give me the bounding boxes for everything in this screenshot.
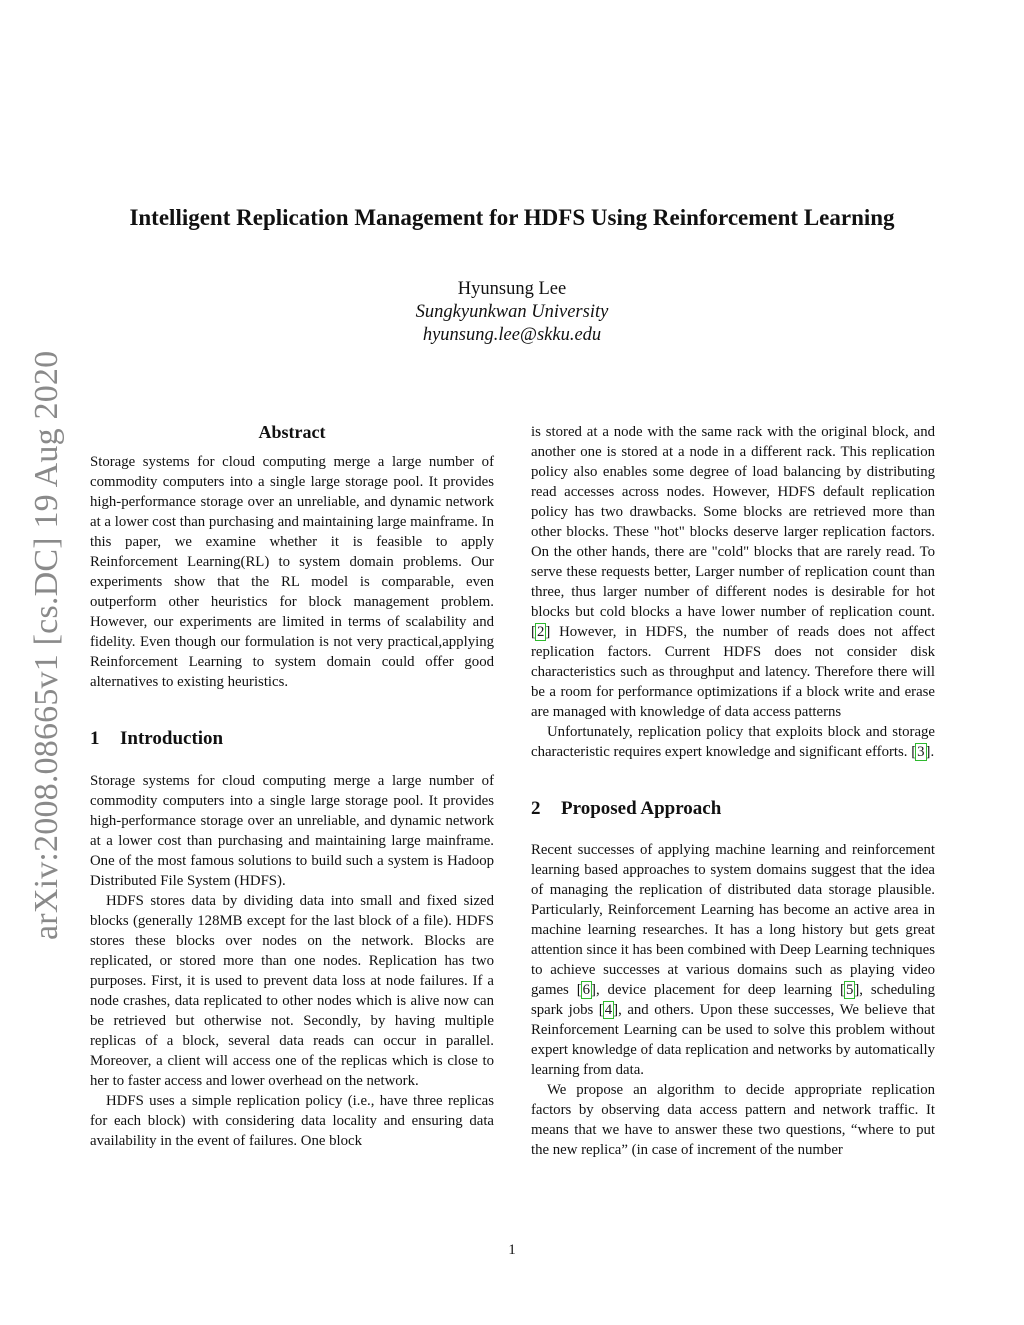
section-number: 2 xyxy=(531,798,541,819)
intro-paragraph-1: Storage systems for cloud computing merge a large number of commodity computers into a single large storage pool. It provides high-performance storage over an unreliable, and dynamic network at a lower cost than purchasing and maintaining large mainframe. One of the most famous solutions to build such a system is Hadoop Distributed File System (HDFS). xyxy=(90,773,494,889)
intro-paragraph-4: is stored at a node with the same rack with the original block, and another one is stored at a node in a different rack. This replication policy also enables some degree of load balancing by distributing read accesses across nodes. However, HDFS default replication policy has two drawbacks. Some blocks are retrieved more than other blocks. These "hot" blocks deserve larger replication factors. On the other hands, there are "cold" blocks that are rarely read. To serve these requests better, Larger number of replication count than three, thus larger number of different nodes is desirable for hot blocks but cold blocks a have lower number of replication count. [2] However, in HDFS, the number of reads does not affect replication factors. Current HDFS does not consider disk characteristics such as throughput and latency. Therefore there will be a room for performance optimizations if a block write and erase are managed with knowledge of data access patterns xyxy=(531,424,935,720)
citation-link-4[interactable]: 4 xyxy=(604,1002,613,1018)
intro-paragraph-3: HDFS uses a simple replication policy (i.e., have three replicas for each block) with considering data locality and ensuring data availability in the event of failures. One block xyxy=(90,1093,494,1149)
arxiv-identifier: arXiv:2008.08665v1 [cs.DC] 19 Aug 2020 xyxy=(28,350,65,940)
intro-p5-text-a: Unfortunately, replication policy that exploits block and storage characteristic requires expert knowledge and significant efforts. xyxy=(531,724,935,760)
section-title: Introduction xyxy=(120,728,224,749)
author-affiliation: Sungkyunkwan University xyxy=(415,302,609,322)
paper-title: Intelligent Replication Management for HDFS Using Reinforcement Learning xyxy=(129,205,895,230)
author-block xyxy=(0,278,1024,347)
right-column xyxy=(531,422,935,1160)
proposed-p1-text-a: Recent successes of applying machine learning and reinforcement learning based approaches to system domains suggest that the idea of managing the replication of distributed data storage plausible. Particularly, Reinforcement Learning has become an active area in machine learning researches. It has a long history but gets great attention since it has been combined with Deep Learning techniques to achieve successes at various domains such as playing video games xyxy=(531,842,935,998)
intro-paragraph-2: HDFS stores data by dividing data into small and fixed sized blocks (generally 128MB except for the last block of a file). HDFS stores these blocks over nodes on the network. Blocks are replicated, or stored more than one nodes. Replication has two purposes. First, it is used to prevent data loss at node failures. If a node crashes, data replicated to other nodes which is alive now can be retrieved but otherwise not. Secondly, by having multiple replicas of a block, several data reads can occur in parallel. Moreover, a client will access one of the replicas which is close to her to faster access and lower overhead on the network. xyxy=(90,893,494,1089)
citation-link-6[interactable]: 6 xyxy=(582,982,591,998)
proposed-paragraph-2: We propose an algorithm to decide appropriate replication factors by observing data access pattern and network traffic. It means that we have to answer these two questions, “where to put the new replica” (in case of increment of the number xyxy=(531,1082,935,1158)
section-number: 1 xyxy=(90,728,100,749)
author-email: hyunsung.lee@skku.edu xyxy=(422,325,602,345)
intro-paragraph-5: Unfortunately, replication policy that exploits block and storage characteristic requires expert knowledge and significant efforts. [3]. xyxy=(531,724,935,760)
section-title: Proposed Approach xyxy=(561,798,722,819)
citation-link-3[interactable]: 3 xyxy=(917,744,925,760)
left-column xyxy=(90,420,494,1151)
author-name: Hyunsung Lee xyxy=(457,279,567,299)
intro-p4-text-b: However, in HDFS, the number of reads does not affect replication factors. Current HDFS does not consider disk characteristics such as throughput and latency. Therefore there will be a room for performance optimizations if a block write and erase are managed with knowledge of data access patterns xyxy=(531,624,935,720)
introduction-heading xyxy=(90,727,494,751)
citation-link-2[interactable]: 2 xyxy=(536,624,545,640)
proposed-p1-text-d: , and others. Upon these successes, We believe that Reinforcement Learning can be used to solve this problem without expert knowledge of data replication and networks by automatically learning from data. xyxy=(531,1002,935,1078)
intro-p5-text-b: . xyxy=(930,744,935,760)
proposed-p1-text-c: , scheduling spark jobs xyxy=(531,982,935,1018)
intro-p4-text-a: is stored at a node with the same rack with the original block, and another one is stored at a node in a different rack. This replication policy also enables some degree of load balancing by distributing read accesses across nodes. However, HDFS default replication policy has two drawbacks. Some blocks are retrieved more than other blocks. These "hot" blocks deserve larger replication factors. On the other hands, there are "cold" blocks that are rarely read. To serve these requests better, Larger number of replication count than three, thus larger number of different nodes is desirable for hot blocks but cold blocks a have lower number of replication count. xyxy=(531,424,935,620)
proposed-approach-heading xyxy=(531,797,935,821)
proposed-paragraph-1: Recent successes of applying machine learning and reinforcement learning based approaches to system domains suggest that the idea of managing the replication of distributed data storage plausible. Particularly, Reinforcement Learning has become an active area in machine learning researches. It has a long history but gets great attention since it has been combined with Deep Learning techniques to achieve successes at various domains such as playing video games [6], device placement for deep learning [5], scheduling spark jobs [4], and others. Upon these successes, We believe that Reinforcement Learning can be used to solve this problem without expert knowledge of data replication and networks by automatically learning from data. xyxy=(531,842,935,1078)
proposed-p1-text-b: , device placement for deep learning xyxy=(595,982,841,998)
page-number: 1 xyxy=(508,1242,516,1258)
abstract-text: Storage systems for cloud computing merge a large number of commodity computers into a single large storage pool. It provides high-performance storage over an unreliable, and dynamic network at a lower cost than purchasing and maintaining large mainframe. In this paper, we examine whether it is feasible to apply Reinforcement Learning(RL) to system domain problems. Our experiments show that the RL model is comparable, even outperform other heuristics for block management problem. However, our experiments are limited in terms of scalability and fidelity. Even though our formulation is not very practical,applying Reinforcement Learning to system domain could offer good alternatives to existing heuristics. xyxy=(90,454,494,690)
abstract-heading: Abstract xyxy=(258,422,326,442)
citation-link-5[interactable]: 5 xyxy=(845,982,854,998)
